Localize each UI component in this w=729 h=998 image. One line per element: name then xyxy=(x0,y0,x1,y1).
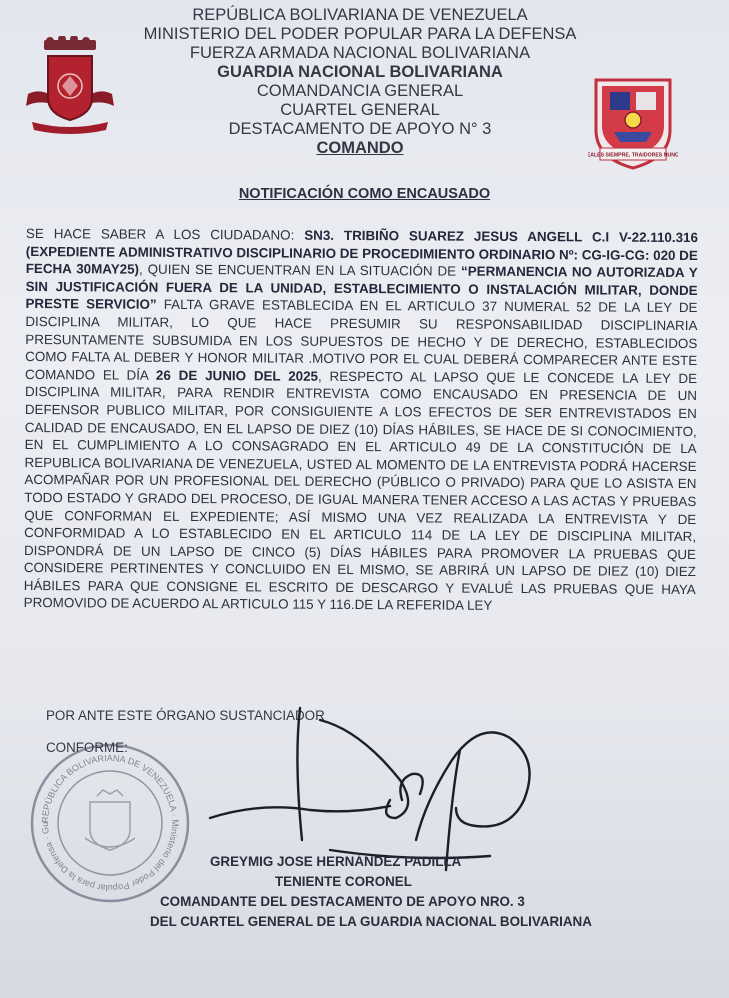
signer-rank: TENIENTE CORONEL xyxy=(275,874,412,889)
header-ministry: MINISTERIO DEL PODER POPULAR PARA LA DEFENSA xyxy=(143,25,577,43)
signer-role: COMANDANTE DEL DESTACAMENTO DE APOYO NRO. 3 xyxy=(160,894,525,909)
notice-body xyxy=(24,225,698,616)
body-segment: , QUIEN SE ENCUENTRAN EN LA SITUACIÓN DE xyxy=(138,261,462,279)
letterhead xyxy=(110,6,610,158)
header-cuartel: CUARTEL GENERAL xyxy=(280,101,440,119)
unit-badge-emblem xyxy=(588,72,678,177)
signature-block xyxy=(150,852,670,932)
stamp-ring-text: REPÚBLICA BOLIVARIANA DE VENEZUELA · Ministerio del Poder Popular para la Defensa · Gu xyxy=(39,752,181,894)
conforme-label: CONFORME: xyxy=(46,740,128,755)
header-comandancia: COMANDANCIA GENERAL xyxy=(256,82,464,100)
unit-badge-motto: LEALES SIEMPRE, TRAIDORES NUNCA xyxy=(588,152,678,159)
header-comando: COMANDO xyxy=(316,139,404,157)
body-bold-segment: “PERMANENCIA NO AUTORIZADA Y SIN JUSTIFICACIÓN FUERA DE LA UNIDAD, ESTABLECIMIENTO O INSTALACIÓN MILITAR, DONDE PRESTE SERVICIO” xyxy=(25,263,698,313)
guardia-nacional-emblem xyxy=(22,36,118,141)
header-gnb: GUARDIA NACIONAL BOLIVARIANA xyxy=(217,63,503,81)
signer-unit: DEL CUARTEL GENERAL DE LA GUARDIA NACIONAL BOLIVARIANA xyxy=(150,914,592,929)
header-fanb: FUERZA ARMADA NACIONAL BOLIVARIANA xyxy=(189,44,531,62)
substantiating-body-line: POR ANTE ESTE ÓRGANO SUSTANCIADOR xyxy=(46,708,325,723)
notice-title: NOTIFICACIÓN COMO ENCAUSADO xyxy=(238,186,491,202)
header-destacamento: DESTACAMENTO DE APOYO N° 3 xyxy=(228,120,492,138)
signer-name: GREYMIG JOSE HERNÁNDEZ PADILLA xyxy=(210,854,462,869)
body-segment: , RESPECTO AL LAPSO QUE LE CONCEDE LA LEY DE DISCIPLINA MILITAR, PARA RENDIR ENTREVISTA COMO ENCAUSADO EN PRESENCIA DE UN DEFENSOR PUBLICO MILITAR, POR CONSIGUIENTE A LOS EFECTOS DE SER ENTREVISTADOS EN CALIDAD DE ENCAUSADO, EN EL LAPSO DE DIEZ (10) DÍAS HÁBILES, SE HACE DE SI CONOCIMIENTO, EN EL CUMPLIMIENTO A LO CONSAGRADO EN EL ARTICULO 49 DE LA CONSTITUCIÓN DE LA REPUBLICA BOLIVARIANA DE VENEZUELA, USTED AL MOMENTO DE LA ENTREVISTA PODRÁ HACERSE ACOMPAÑAR POR UN PROFESIONAL DEL DERECHO (PÚBLICO O PRIVADO) PARA QUE LO ASISTA EN TODO ESTADO Y GRADO DEL PROCESO, DE IGUAL MANERA TENER ACCESO A LAS ACTAS Y PRUEBAS QUE CONFORMAN EL EXPEDIENTE; ASÍ MISMO UNA VEZ REALIZADA LA ENTREVISTA Y DE CONFORMIDAD A LO ESTABLECIDO EN EL ARTICULO 114 DE LA LEY DE DISCIPLINA MILITAR, DISPONDRÁ DE UN LAPSO DE CINCO (5) DÍAS HÁBILES PARA PROMOVER LA PRUEBAS QUE CONSIDERE PERTINENTES Y CONCLUIDO EN EL MISMO, SE ABRIRÁ UN LAPSO DE DIEZ (10) DIEZ HÁBILES PARA QUE CONSIGNE EL ESCRITO DE DESCARGO Y EVALUÉ LAS PRUEBAS QUE HAYA PROMOVIDO DE ACUERDO AL ARTICULO 115 Y 116.DE LA REFERIDA LEY xyxy=(23,368,698,614)
body-bold-segment: 26 DE JUNIO DEL 2025 xyxy=(155,367,319,384)
body-segment: SE HACE SABER A LOS CIUDADANO: xyxy=(25,225,305,243)
body-bold-segment: SN3. TRIBIÑO SUAREZ JESUS ANGELL C.I V-22.110.316 (EXPEDIENTE ADMINISTRATIVO DISCIPLINARIO DE PROCEDIMIENTO ORDINARIO Nº: CG-IG-CG: 020 DE FECHA 30MAY25) xyxy=(25,227,698,277)
header-republic: REPÚBLICA BOLIVARIANA DE VENEZUELA xyxy=(192,6,528,24)
body-segment: FALTA GRAVE ESTABLECIDA EN EL ARTICULO 37 NUMERAL 52 DE LA LEY DE DISCIPLINA MILITAR, LO QUE HACE PRESUMIR SU RESPONSABILIDAD DISCIPLINARIA PRESUNTAMENTE SUBSUMIDA EN LOS SUPUESTOS DE HECHO Y DE DERECHO, ESTABLECIDOS COMO FALTA AL DEBER Y HONOR MILITAR .MOTIVO POR EL CUAL DEBERÁ COMPARECER ANTE ESTE COMANDO EL DÍA xyxy=(25,297,698,383)
